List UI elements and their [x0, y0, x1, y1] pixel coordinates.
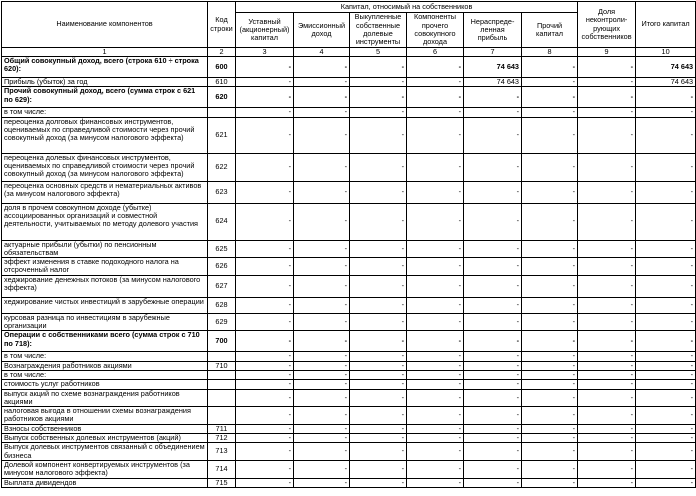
value-cell: - [522, 460, 578, 478]
value-cell: - [578, 352, 636, 361]
value-cell: - [522, 78, 578, 87]
row-code: 711 [208, 424, 236, 433]
table-row [2, 407, 696, 425]
value-cell: - [407, 275, 464, 297]
value-cell: - [407, 424, 464, 433]
value-cell: - [522, 181, 578, 203]
value-cell: - [294, 424, 350, 433]
value-cell: - [294, 78, 350, 87]
row-code: 715 [208, 478, 236, 487]
value-cell: - [294, 108, 350, 117]
value-cell: - [236, 407, 294, 425]
value-cell: - [350, 389, 407, 407]
value-cell: - [236, 203, 294, 240]
value-cell: - [636, 352, 696, 361]
table-row [2, 117, 696, 153]
value-cell: - [350, 460, 407, 478]
value-cell: - [522, 352, 578, 361]
table-row [2, 478, 696, 487]
value-cell: - [350, 117, 407, 153]
value-cell: - [636, 389, 696, 407]
value-cell: - [407, 407, 464, 425]
value-cell: - [578, 258, 636, 276]
value-cell: - [464, 478, 522, 487]
value-cell: - [522, 331, 578, 352]
value-cell: - [464, 389, 522, 407]
row-label: курсовая разница по инвестициям в зарубежные организации [2, 313, 208, 331]
col-number: 7 [464, 48, 522, 57]
value-cell: - [464, 407, 522, 425]
value-cell: 74 643 [464, 78, 522, 87]
value-cell: - [636, 153, 696, 181]
value-cell: - [407, 153, 464, 181]
table-row [2, 370, 696, 379]
row-label: в том числе: [2, 370, 208, 379]
col-number: 8 [522, 48, 578, 57]
value-cell: - [407, 331, 464, 352]
value-cell: - [236, 478, 294, 487]
value-cell: - [294, 389, 350, 407]
value-cell: - [236, 352, 294, 361]
value-cell: - [522, 313, 578, 331]
row-code [208, 352, 236, 361]
table-row [2, 313, 696, 331]
value-cell: - [578, 78, 636, 87]
col-number: 1 [2, 48, 208, 57]
value-cell: - [636, 478, 696, 487]
value-cell: - [522, 153, 578, 181]
value-cell: - [636, 87, 696, 108]
value-cell: - [578, 87, 636, 108]
value-cell: - [350, 108, 407, 117]
table-row [2, 380, 696, 389]
value-cell: - [636, 434, 696, 443]
value-cell: - [464, 460, 522, 478]
value-cell: - [578, 313, 636, 331]
col-number: 9 [578, 48, 636, 57]
row-code: 626 [208, 258, 236, 276]
value-cell: - [522, 297, 578, 313]
table-body [2, 57, 696, 488]
value-cell: - [294, 370, 350, 379]
value-cell: - [522, 380, 578, 389]
row-code: 624 [208, 203, 236, 240]
value-cell: - [236, 443, 294, 461]
table-row [2, 275, 696, 297]
value-cell: - [578, 153, 636, 181]
value-cell: - [294, 443, 350, 461]
row-label: хеджирование денежных потоков (за минусом налогового эффекта) [2, 275, 208, 297]
value-cell: - [294, 203, 350, 240]
value-cell: - [464, 203, 522, 240]
header-col-8: Прочий капитал [522, 13, 578, 48]
value-cell: - [522, 275, 578, 297]
row-label: Выплата дивидендов [2, 478, 208, 487]
value-cell: - [294, 361, 350, 370]
value-cell: - [236, 108, 294, 117]
value-cell: - [236, 153, 294, 181]
table-row [2, 181, 696, 203]
value-cell: - [236, 181, 294, 203]
header-col-6: Компоненты прочего совокупного дохода [407, 13, 464, 48]
value-cell: - [294, 275, 350, 297]
row-code: 621 [208, 117, 236, 153]
value-cell: - [522, 87, 578, 108]
value-cell: - [236, 434, 294, 443]
table-row [2, 443, 696, 461]
value-cell: - [578, 370, 636, 379]
value-cell: - [236, 313, 294, 331]
col-number: 4 [294, 48, 350, 57]
value-cell: - [407, 117, 464, 153]
value-cell: - [294, 352, 350, 361]
value-cell: - [407, 57, 464, 78]
row-label: переоценка долговых финансовых инструментов, оцениваемых по справедливой стоимости через прочий совокупный доход (за минусом налогового эффекта) [2, 117, 208, 153]
value-cell: - [350, 407, 407, 425]
header-group: Капитал, относимый на собственников [236, 2, 578, 13]
value-cell: - [407, 361, 464, 370]
value-cell: - [407, 389, 464, 407]
value-cell: - [464, 380, 522, 389]
value-cell: - [294, 313, 350, 331]
value-cell: 74 643 [464, 57, 522, 78]
table-row [2, 297, 696, 313]
table-row [2, 434, 696, 443]
value-cell: - [407, 78, 464, 87]
row-code: 627 [208, 275, 236, 297]
value-cell: - [350, 275, 407, 297]
value-cell: - [294, 434, 350, 443]
row-label: выпуск акций по схеме вознаграждения работников акциями [2, 389, 208, 407]
value-cell: - [522, 258, 578, 276]
value-cell: - [464, 313, 522, 331]
value-cell: - [464, 424, 522, 433]
value-cell: - [636, 203, 696, 240]
value-cell: - [294, 297, 350, 313]
value-cell: - [407, 460, 464, 478]
value-cell: - [350, 313, 407, 331]
value-cell: - [636, 443, 696, 461]
value-cell: - [294, 258, 350, 276]
value-cell: - [236, 370, 294, 379]
value-cell: - [294, 57, 350, 78]
value-cell: - [407, 313, 464, 331]
value-cell: - [407, 352, 464, 361]
value-cell: - [294, 460, 350, 478]
value-cell: - [578, 434, 636, 443]
row-label: в том числе: [2, 352, 208, 361]
value-cell: - [294, 181, 350, 203]
value-cell: - [236, 331, 294, 352]
row-code: 625 [208, 240, 236, 258]
value-cell: - [350, 297, 407, 313]
value-cell: - [522, 370, 578, 379]
value-cell: - [236, 87, 294, 108]
value-cell: - [350, 380, 407, 389]
value-cell: - [407, 297, 464, 313]
value-cell: - [350, 424, 407, 433]
value-cell: - [522, 434, 578, 443]
value-cell: - [464, 297, 522, 313]
table-row [2, 352, 696, 361]
value-cell: - [636, 370, 696, 379]
value-cell: - [236, 78, 294, 87]
row-label: Прочий совокупный доход, всего (сумма строк с 621 по 629): [2, 87, 208, 108]
col-number: 3 [236, 48, 294, 57]
value-cell: - [294, 153, 350, 181]
value-cell: - [636, 313, 696, 331]
value-cell: - [464, 87, 522, 108]
row-code: 713 [208, 443, 236, 461]
value-cell: - [636, 181, 696, 203]
value-cell: - [294, 240, 350, 258]
value-cell: - [407, 240, 464, 258]
row-label: доля в прочем совокупном доходе (убытке) ассоциированных организаций и совместной деятельности, учитываемых по методу долевого участия [2, 203, 208, 240]
value-cell: - [578, 331, 636, 352]
header-col-3: Уставный (акционерный) капитал [236, 13, 294, 48]
value-cell: - [464, 434, 522, 443]
value-cell: - [350, 361, 407, 370]
col-number: 6 [407, 48, 464, 57]
value-cell: - [578, 275, 636, 297]
value-cell: - [350, 258, 407, 276]
value-cell: - [236, 424, 294, 433]
value-cell: - [464, 361, 522, 370]
value-cell: - [464, 108, 522, 117]
row-code [208, 407, 236, 425]
value-cell: - [522, 478, 578, 487]
value-cell: 74 643 [636, 78, 696, 87]
row-code [208, 380, 236, 389]
value-cell: - [294, 87, 350, 108]
value-cell: - [236, 297, 294, 313]
row-label: стоимость услуг работников [2, 380, 208, 389]
header-code: Код строки [208, 2, 236, 48]
value-cell: - [350, 478, 407, 487]
row-code: 710 [208, 361, 236, 370]
value-cell: - [636, 258, 696, 276]
value-cell: - [578, 117, 636, 153]
row-label: Выпуск долевых инструментов связанный с объединением бизнеса [2, 443, 208, 461]
value-cell: - [464, 275, 522, 297]
value-cell: - [636, 331, 696, 352]
value-cell: - [578, 389, 636, 407]
value-cell: - [407, 181, 464, 203]
header-total: Итого капитал [636, 2, 696, 48]
header-name: Наименование компонентов [2, 2, 208, 48]
value-cell: - [407, 380, 464, 389]
value-cell: - [294, 117, 350, 153]
header-col-5: Выкупленные собственные долевые инструменты [350, 13, 407, 48]
table-row [2, 78, 696, 87]
row-code: 600 [208, 57, 236, 78]
table-row [2, 258, 696, 276]
value-cell: - [464, 117, 522, 153]
value-cell: - [636, 407, 696, 425]
value-cell: - [407, 258, 464, 276]
value-cell: - [636, 297, 696, 313]
value-cell: - [464, 181, 522, 203]
value-cell: - [578, 424, 636, 433]
value-cell: - [407, 87, 464, 108]
value-cell: - [407, 203, 464, 240]
row-label: Долевой компонент конвертируемых инструментов (за минусом налогового эффекта) [2, 460, 208, 478]
table-row [2, 389, 696, 407]
value-cell: - [636, 361, 696, 370]
header-col-4: Эмиссионный доход [294, 13, 350, 48]
value-cell: - [578, 203, 636, 240]
value-cell: - [350, 443, 407, 461]
row-code [208, 370, 236, 379]
value-cell: - [294, 331, 350, 352]
value-cell: - [236, 117, 294, 153]
row-label: Общий совокупный доход, всего (строка 610 ÷ строка 620): [2, 57, 208, 78]
value-cell: - [578, 478, 636, 487]
table-row [2, 203, 696, 240]
row-label: налоговая выгода в отношении схемы вознаграждения работников акциями [2, 407, 208, 425]
value-cell: - [464, 240, 522, 258]
value-cell: - [522, 389, 578, 407]
row-code: 610 [208, 78, 236, 87]
row-code: 628 [208, 297, 236, 313]
value-cell: - [236, 240, 294, 258]
col-number: 5 [350, 48, 407, 57]
value-cell: - [522, 361, 578, 370]
value-cell: - [350, 181, 407, 203]
value-cell: - [464, 352, 522, 361]
value-cell: - [636, 424, 696, 433]
value-cell: - [236, 460, 294, 478]
value-cell: - [522, 443, 578, 461]
value-cell: - [350, 57, 407, 78]
value-cell: - [522, 240, 578, 258]
value-cell: - [522, 108, 578, 117]
table-row [2, 361, 696, 370]
value-cell: - [350, 203, 407, 240]
value-cell: - [578, 361, 636, 370]
row-label: Выпуск собственных долевых инструментов (акций) [2, 434, 208, 443]
value-cell: - [522, 424, 578, 433]
value-cell: - [636, 460, 696, 478]
row-label: Взносы собственников [2, 424, 208, 433]
row-label: эффект изменения в ставке подоходного налога на отсроченный налог [2, 258, 208, 276]
value-cell: - [407, 478, 464, 487]
value-cell: - [578, 108, 636, 117]
table-row [2, 460, 696, 478]
row-code [208, 389, 236, 407]
row-label: Операции с собственниками всего (сумма строк с 710 по 718): [2, 331, 208, 352]
value-cell: - [464, 153, 522, 181]
value-cell: - [522, 407, 578, 425]
header-minority: Доля неконтроли-рующих собственников [578, 2, 636, 48]
value-cell: - [522, 203, 578, 240]
value-cell: - [636, 380, 696, 389]
table-row [2, 153, 696, 181]
table-row [2, 424, 696, 433]
value-cell: - [236, 389, 294, 407]
value-cell: - [236, 275, 294, 297]
value-cell: - [407, 443, 464, 461]
value-cell: - [236, 361, 294, 370]
table-row [2, 331, 696, 352]
value-cell: - [636, 275, 696, 297]
value-cell: - [350, 331, 407, 352]
value-cell: - [294, 380, 350, 389]
equity-changes-table [1, 1, 696, 488]
row-label: Вознаграждения работников акциями [2, 361, 208, 370]
value-cell: - [350, 240, 407, 258]
value-cell: - [350, 78, 407, 87]
column-number-row [2, 48, 696, 57]
value-cell: - [350, 434, 407, 443]
value-cell: - [578, 297, 636, 313]
row-code: 714 [208, 460, 236, 478]
value-cell: - [464, 443, 522, 461]
row-label: Прибыль (убыток) за год [2, 78, 208, 87]
row-label: актуарные прибыли (убытки) по пенсионным обязательствам [2, 240, 208, 258]
row-code [208, 108, 236, 117]
value-cell: - [464, 258, 522, 276]
row-code: 629 [208, 313, 236, 331]
value-cell: - [578, 443, 636, 461]
value-cell: - [464, 370, 522, 379]
row-label: в том числе: [2, 108, 208, 117]
value-cell: - [578, 407, 636, 425]
value-cell: - [407, 434, 464, 443]
value-cell: - [578, 380, 636, 389]
row-label: хеджирование чистых инвестиций в зарубежные операции [2, 297, 208, 313]
row-code: 700 [208, 331, 236, 352]
value-cell: - [636, 240, 696, 258]
row-label: переоценка основных средств и нематериальных активов (за минусом налогового эффекта) [2, 181, 208, 203]
header-col-7: Нераспреде-ленная прибыль [464, 13, 522, 48]
value-cell: - [464, 331, 522, 352]
value-cell: - [350, 370, 407, 379]
value-cell: - [522, 57, 578, 78]
value-cell: - [236, 57, 294, 78]
value-cell: - [294, 407, 350, 425]
row-code: 620 [208, 87, 236, 108]
value-cell: - [294, 478, 350, 487]
value-cell: - [407, 370, 464, 379]
table-row [2, 87, 696, 108]
value-cell: 74 643 [636, 57, 696, 78]
value-cell: - [522, 117, 578, 153]
table-row [2, 108, 696, 117]
value-cell: - [578, 240, 636, 258]
value-cell: - [236, 380, 294, 389]
col-number: 10 [636, 48, 696, 57]
value-cell: - [407, 108, 464, 117]
value-cell: - [350, 352, 407, 361]
value-cell: - [636, 117, 696, 153]
table-row [2, 57, 696, 78]
value-cell: - [350, 87, 407, 108]
table-row [2, 240, 696, 258]
value-cell: - [578, 57, 636, 78]
value-cell: - [578, 181, 636, 203]
row-label: переоценка долевых финансовых инструментов, оцениваемых по справедливой стоимости через прочий совокупный доход (за минусом налогового эффекта) [2, 153, 208, 181]
value-cell: - [350, 153, 407, 181]
row-code: 712 [208, 434, 236, 443]
value-cell: - [236, 258, 294, 276]
row-code: 622 [208, 153, 236, 181]
row-code: 623 [208, 181, 236, 203]
value-cell: - [636, 108, 696, 117]
col-number: 2 [208, 48, 236, 57]
value-cell: - [578, 460, 636, 478]
